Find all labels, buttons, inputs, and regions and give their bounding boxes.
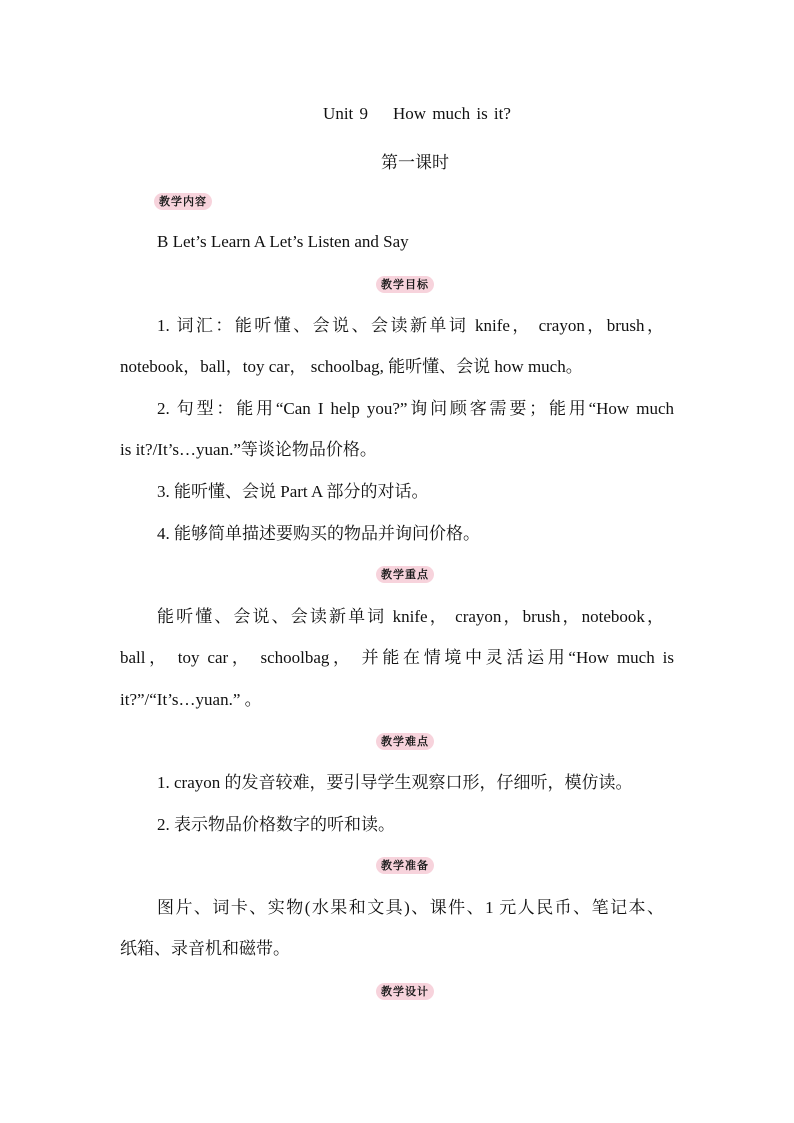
preparation-line: 纸箱、录音机和磁带。 [120, 939, 290, 958]
lesson-subtitle: 第一课时 [381, 153, 449, 172]
key-points-line: ball， toy car， schoolbag， 并能在情境中灵活运用“How much is [120, 648, 674, 667]
difficulties-line: 1. crayon 的发音较难，要引导学生观察口形，仔细听，模仿读。 [157, 773, 633, 792]
content-line: B Let’s Learn A Let’s Listen and Say [157, 232, 409, 251]
preparation-line: 图片、词卡、实物(水果和文具)、课件、1 元人民币、笔记本、 [157, 898, 664, 917]
objectives-line: 3. 能听懂、会说 Part A 部分的对话。 [157, 482, 429, 501]
section-heading-objectives: 教学目标 [376, 276, 434, 293]
objectives-line: 4. 能够简单描述要购买的物品并询问价格。 [157, 524, 480, 543]
section-heading-content: 教学内容 [154, 193, 212, 210]
objectives-line: 1. 词汇：能听懂、会说、会读新单词 knife， crayon，brush， [157, 316, 664, 335]
objectives-line: is it?/It’s…yuan.”等谈论物品价格。 [120, 440, 377, 459]
unit-title: Unit 9 How much is it? [323, 104, 511, 123]
section-heading-design: 教学设计 [376, 983, 434, 1000]
objectives-line: notebook，ball，toy car， schoolbag, 能听懂、会说 how much。 [120, 357, 583, 376]
objectives-line: 2. 句型：能用“Can I help you?”询问顾客需要；能用“How much [157, 399, 674, 418]
key-points-line: it?”/“It’s…yuan.” 。 [120, 690, 262, 709]
section-heading-key-points: 教学重点 [376, 566, 434, 583]
section-heading-preparation: 教学准备 [376, 857, 434, 874]
key-points-line: 能听懂、会说、会读新单词 knife， crayon，brush，notebook， [157, 607, 664, 626]
section-heading-difficulties: 教学难点 [376, 733, 434, 750]
difficulties-line: 2. 表示物品价格数字的听和读。 [157, 815, 395, 834]
